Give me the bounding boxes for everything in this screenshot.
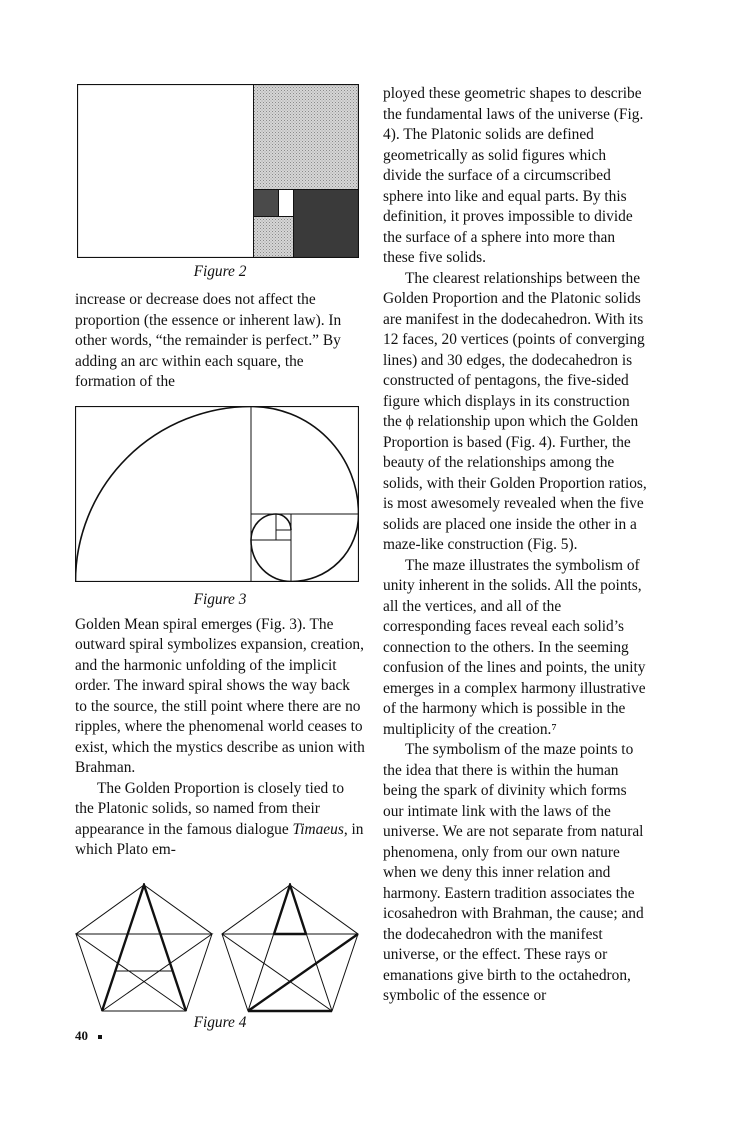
figure-3-caption: Figure 3 xyxy=(193,590,247,608)
dark-block xyxy=(294,190,359,258)
small-dark-block xyxy=(254,190,279,217)
folio-dot xyxy=(98,1035,102,1039)
p3-text-a: The Golden Proportion is closely tied to the Platonic solids, so named from their appearance in the famous dialogue xyxy=(75,779,345,838)
right-paragraph-1: ployed these geometric shapes to describe the fundamental laws of the universe (Fig. 4). The Platonic solids are defined geometrically as solid figures which divide the surface of a circumscribed sphere into like and equal parts. By this definition, it proves impossible to divide the surface of a sphere into more than these five solids. xyxy=(383,85,644,266)
right-paragraph-2: The clearest relationships between the Golden Proportion and the Platonic solids are manifest in the dodecahedron. With its 12 faces, 20 vertices (points of converging lines) and 30 edges, the dodecahedron is constructed of pentagons, the five-sided figure which displays in its construction the ϕ relationship upon which the Golden Proportion is based (Fig. 4). Further, the beauty of the relationships among the solids, with their Golden Proportion ratios, is most awesomely revealed when the five solids are placed one inside the other in a maze-like construction (Fig. 5). xyxy=(383,269,647,553)
p3-text-b: , in which Plato em- xyxy=(75,820,364,858)
figure-4-diagram xyxy=(75,883,365,1013)
figure-2-caption: Figure 2 xyxy=(193,263,247,280)
pentagon-left xyxy=(76,885,212,1011)
left-paragraph-3 xyxy=(75,779,365,861)
page-number xyxy=(75,1028,102,1044)
right-column xyxy=(383,84,648,1007)
page-number-text: 40 xyxy=(75,1028,88,1043)
figure-4-caption: Figure 4 xyxy=(193,1013,247,1031)
right-paragraph-4: The symbolism of the maze points to the idea that there is within the human being the spark of divinity which forms our intimate link with the laws of the universe. We are not separate from natural phenomena, only from our own nature when we deny this inner relation and harmony. Eastern tradition associates the icosahedron with Brahman, the cause; and the dodecahedron with the manifest universe, or the effect. These rays or emanations give birth to the octahedron, symbolic of the essence or xyxy=(383,741,644,1004)
left-paragraph-1: increase or decrease does not affect the proportion (the essence or inherent law). In other words, “the remainder is perfect.” By adding an arc within each square, the formation of the xyxy=(75,291,342,390)
left-paragraph-2: Golden Mean spiral emerges (Fig. 3). The outward spiral symbolizes expansion, creation, and the harmonic unfolding of the implicit order. The inward spiral shows the way back to the source, the still point where there are no ripples, where the phenomenal world ceases to exist, which the mystics describe as union with Brahman. xyxy=(75,615,365,776)
tiny-white-block xyxy=(279,190,294,217)
left-column xyxy=(75,84,365,1033)
pentagon-right xyxy=(222,885,358,1011)
right-paragraph-3: The maze illustrates the symbolism of unity inherent in the solids. All the points, all the vertices, and all of the corresponding faces reveal each solid’s connection to the others. In the seeming confusion of the lines and points, the unity emerges in a complex harmony illustrative of the harmony which is possible in the multiplicity of the creation.⁷ xyxy=(383,556,646,738)
large-square xyxy=(78,85,254,258)
p3-italic-title: Timaeus xyxy=(292,820,344,838)
figure-2-diagram xyxy=(77,84,359,258)
figure-3-diagram xyxy=(75,406,359,582)
right-upper-block xyxy=(254,85,359,190)
small-light-block xyxy=(254,217,294,258)
